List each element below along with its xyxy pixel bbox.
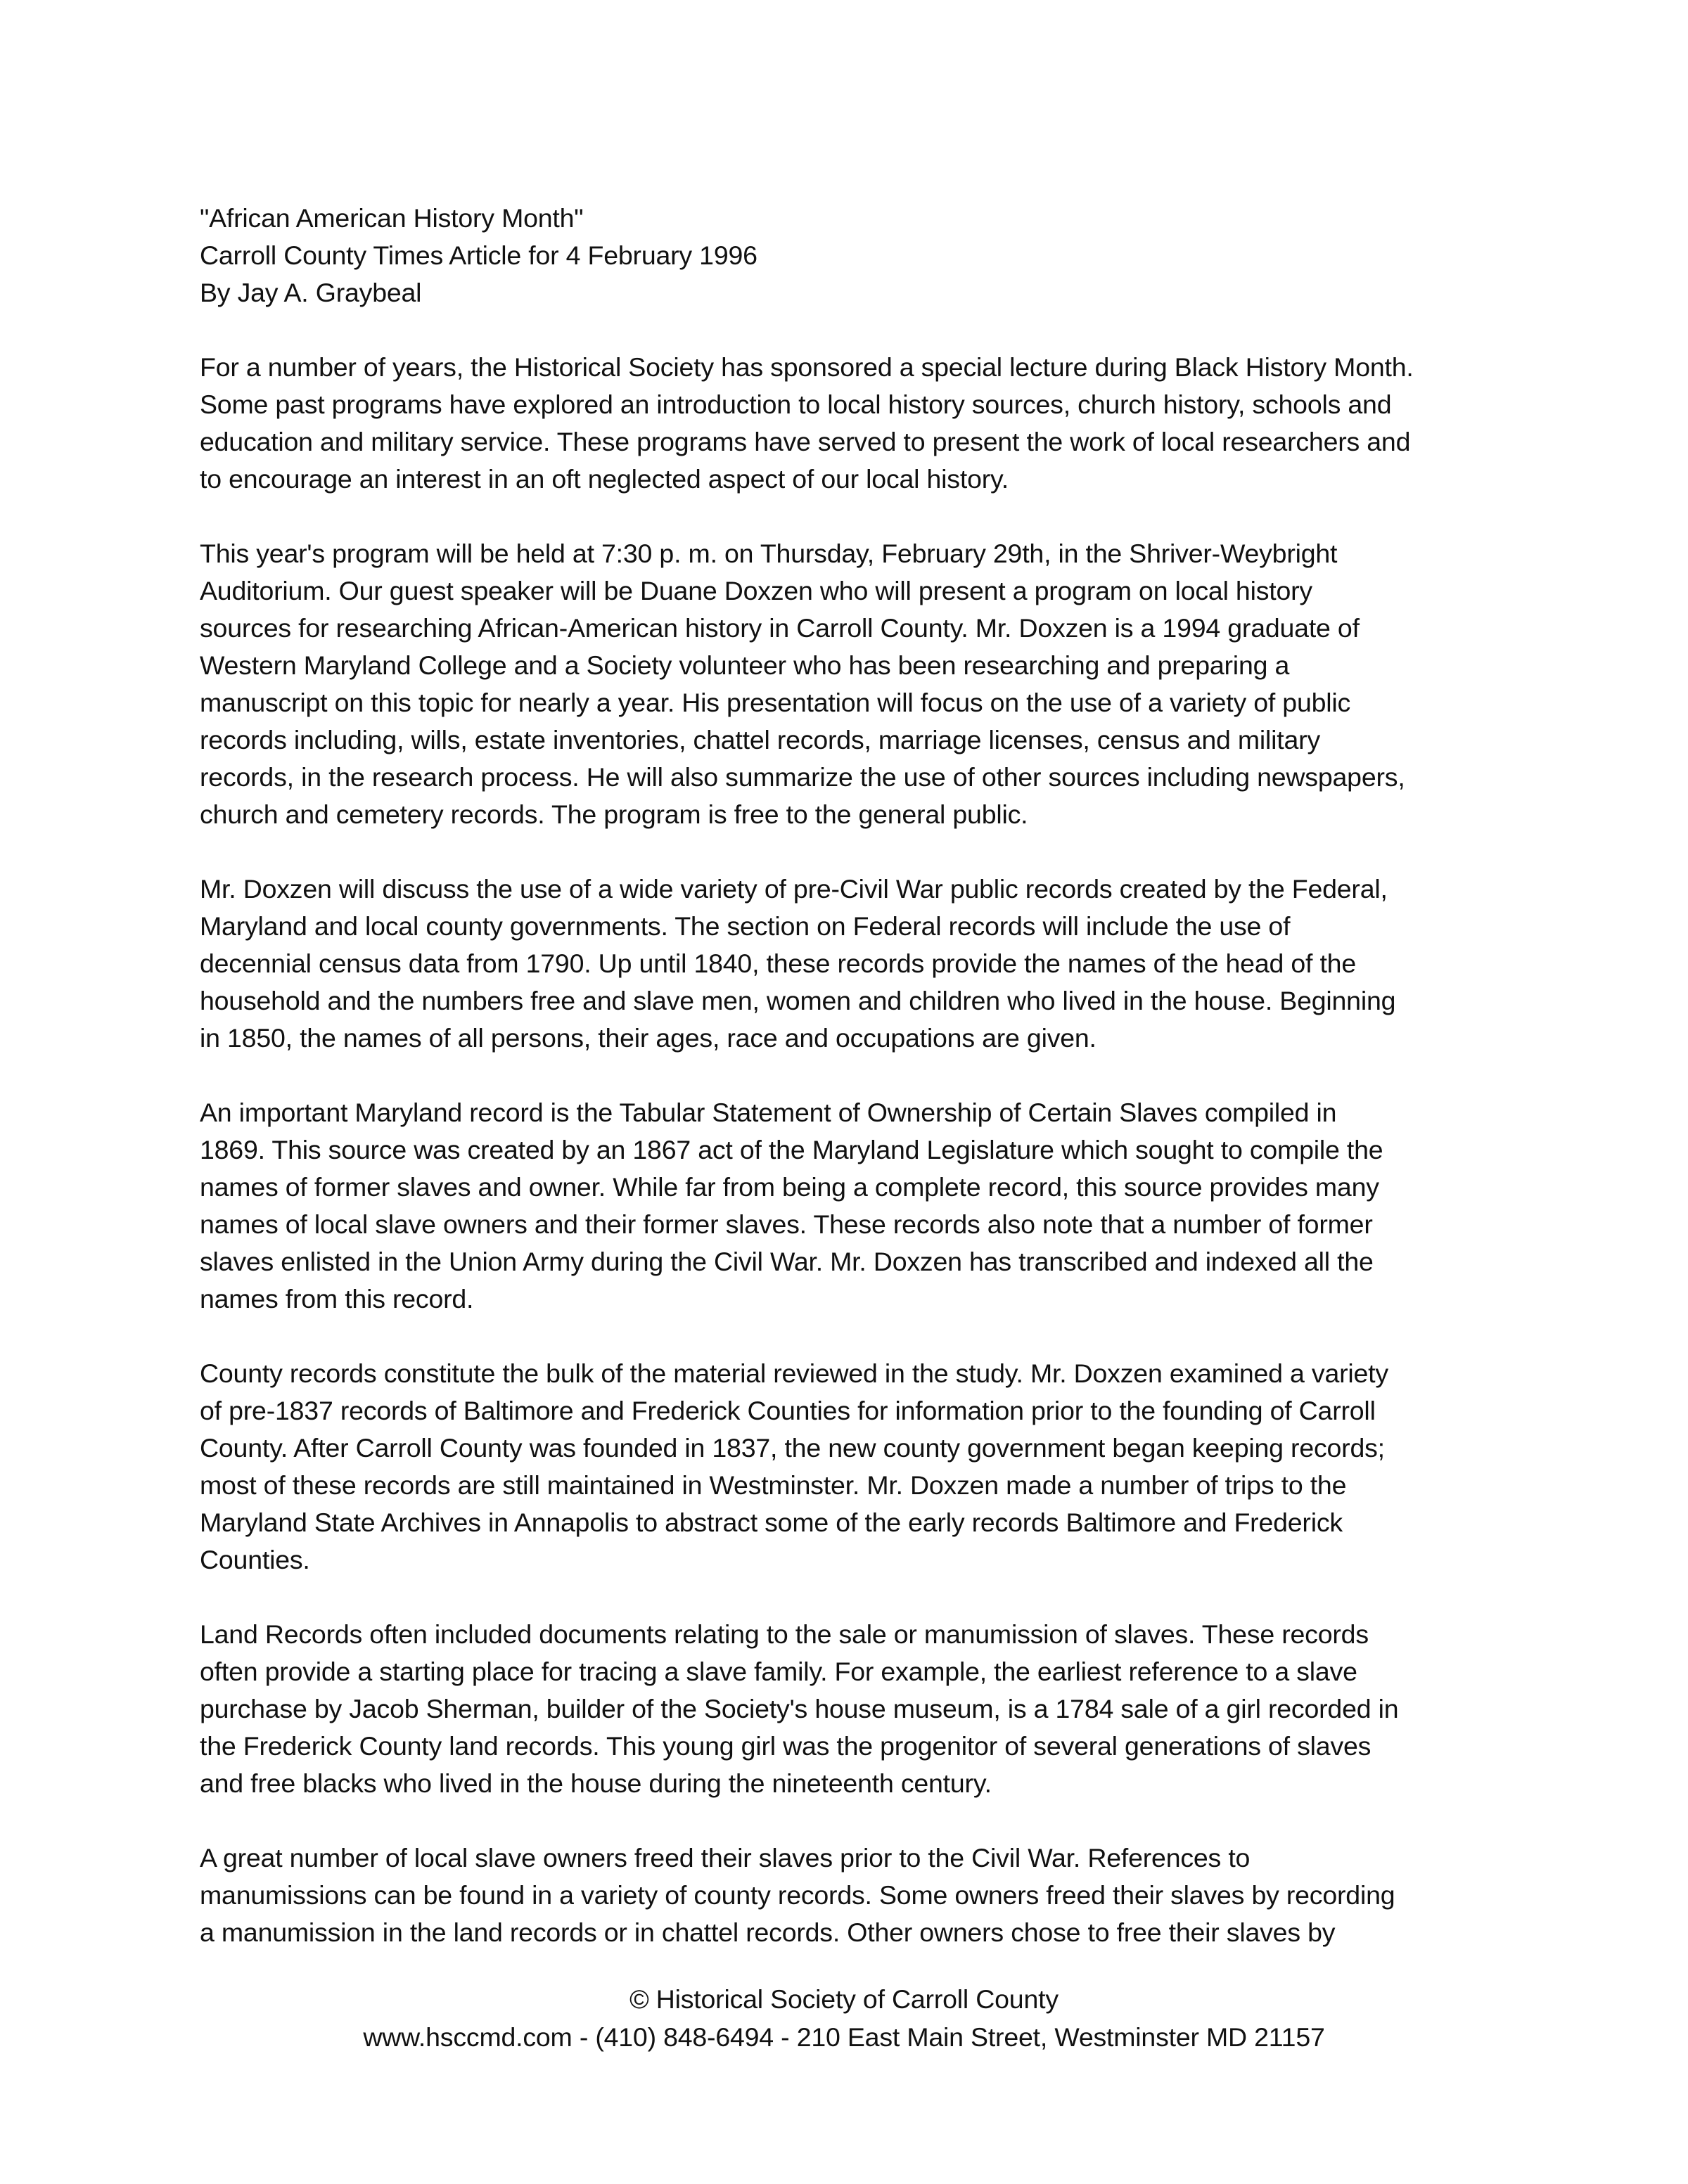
text-line: names of former slaves and owner. While far from being a complete record, this source provides many <box>200 1172 1379 1202</box>
text-line: Land Records often included documents relating to the sale or manumission of slaves. These records <box>200 1619 1369 1649</box>
text-line: Some past programs have explored an introduction to local history sources, church history, schools and <box>200 390 1392 419</box>
article-header <box>200 200 1515 311</box>
text-line: names from this record. <box>200 1284 474 1313</box>
text-line: An important Maryland record is the Tabular Statement of Ownership of Certain Slaves compiled in <box>200 1098 1337 1127</box>
page-footer <box>0 1980 1688 2056</box>
text-line: often provide a starting place for tracing a slave family. For example, the earliest reference to a slave <box>200 1657 1357 1686</box>
text-line: to encourage an interest in an oft neglected aspect of our local history. <box>200 464 1009 494</box>
text-line: Auditorium. Our guest speaker will be Duane Doxzen who will present a program on local history <box>200 576 1312 605</box>
text-line: Maryland State Archives in Annapolis to abstract some of the early records Baltimore and Frederick <box>200 1508 1343 1537</box>
article-subtitle: Carroll County Times Article for 4 February 1996 <box>200 240 757 270</box>
text-line: Western Maryland College and a Society volunteer who has been researching and preparing a <box>200 650 1290 680</box>
text-line: Counties. <box>200 1545 310 1574</box>
paragraph-7 <box>200 1839 1515 1951</box>
text-line: records, in the research process. He will also summarize the use of other sources including newspapers, <box>200 762 1405 792</box>
paragraph-5 <box>200 1355 1515 1579</box>
footer-copyright: © Historical Society of Carroll County <box>629 1984 1059 2014</box>
text-line: education and military service. These programs have served to present the work of local researchers and <box>200 427 1411 456</box>
paragraph-6 <box>200 1616 1515 1802</box>
text-line: sources for researching African-American history in Carroll County. Mr. Doxzen is a 1994 graduate of <box>200 613 1360 643</box>
text-line: and free blacks who lived in the house during the nineteenth century. <box>200 1768 992 1798</box>
text-line: household and the numbers free and slave men, women and children who lived in the house. Beginning <box>200 986 1396 1015</box>
text-line: County. After Carroll County was founded in 1837, the new county government began keeping records; <box>200 1433 1385 1463</box>
paragraph-3 <box>200 871 1515 1057</box>
article-byline: By Jay A. Graybeal <box>200 278 422 307</box>
text-line: For a number of years, the Historical Society has sponsored a special lecture during Black History Month. <box>200 352 1414 382</box>
text-line: in 1850, the names of all persons, their ages, race and occupations are given. <box>200 1023 1096 1053</box>
article-title: "African American History Month" <box>200 203 584 233</box>
text-line: names of local slave owners and their former slaves. These records also note that a number of former <box>200 1209 1373 1239</box>
paragraph-1 <box>200 349 1515 498</box>
text-line: A great number of local slave owners freed their slaves prior to the Civil War. References to <box>200 1843 1251 1873</box>
text-line: records including, wills, estate inventories, chattel records, marriage licenses, census and military <box>200 725 1320 754</box>
text-line: a manumission in the land records or in chattel records. Other owners chose to free their slaves by <box>200 1918 1336 1947</box>
text-line: 1869. This source was created by an 1867 act of the Maryland Legislature which sought to compile the <box>200 1135 1383 1164</box>
paragraph-4 <box>200 1094 1515 1318</box>
paragraph-2 <box>200 535 1515 833</box>
text-line: Maryland and local county governments. The section on Federal records will include the use of <box>200 911 1291 941</box>
text-line: manuscript on this topic for nearly a year. His presentation will focus on the use of a variety of public <box>200 688 1351 717</box>
text-line: This year's program will be held at 7:30 p. m. on Thursday, February 29th, in the Shriver-Weybright <box>200 539 1338 568</box>
text-line: County records constitute the bulk of the material reviewed in the study. Mr. Doxzen examined a variety <box>200 1358 1388 1388</box>
footer-contact: www.hsccmd.com - (410) 848-6494 - 210 East Main Street, Westminster MD 21157 <box>363 2022 1325 2052</box>
text-line: manumissions can be found in a variety of county records. Some owners freed their slaves by recording <box>200 1880 1395 1910</box>
text-line: the Frederick County land records. This young girl was the progenitor of several generations of slaves <box>200 1731 1372 1761</box>
text-line: purchase by Jacob Sherman, builder of the Society's house museum, is a 1784 sale of a girl recorded in <box>200 1694 1399 1723</box>
text-line: of pre-1837 records of Baltimore and Frederick Counties for information prior to the founding of Carroll <box>200 1396 1376 1425</box>
text-line: church and cemetery records. The program is free to the general public. <box>200 799 1028 829</box>
text-line: Mr. Doxzen will discuss the use of a wide variety of pre-Civil War public records created by the Federal, <box>200 874 1388 904</box>
text-line: decennial census data from 1790. Up until 1840, these records provide the names of the head of the <box>200 949 1356 978</box>
article-body <box>200 200 1515 1951</box>
text-line: most of these records are still maintained in Westminster. Mr. Doxzen made a number of trips to the <box>200 1470 1347 1500</box>
text-line: slaves enlisted in the Union Army during the Civil War. Mr. Doxzen has transcribed and indexed all the <box>200 1247 1374 1276</box>
